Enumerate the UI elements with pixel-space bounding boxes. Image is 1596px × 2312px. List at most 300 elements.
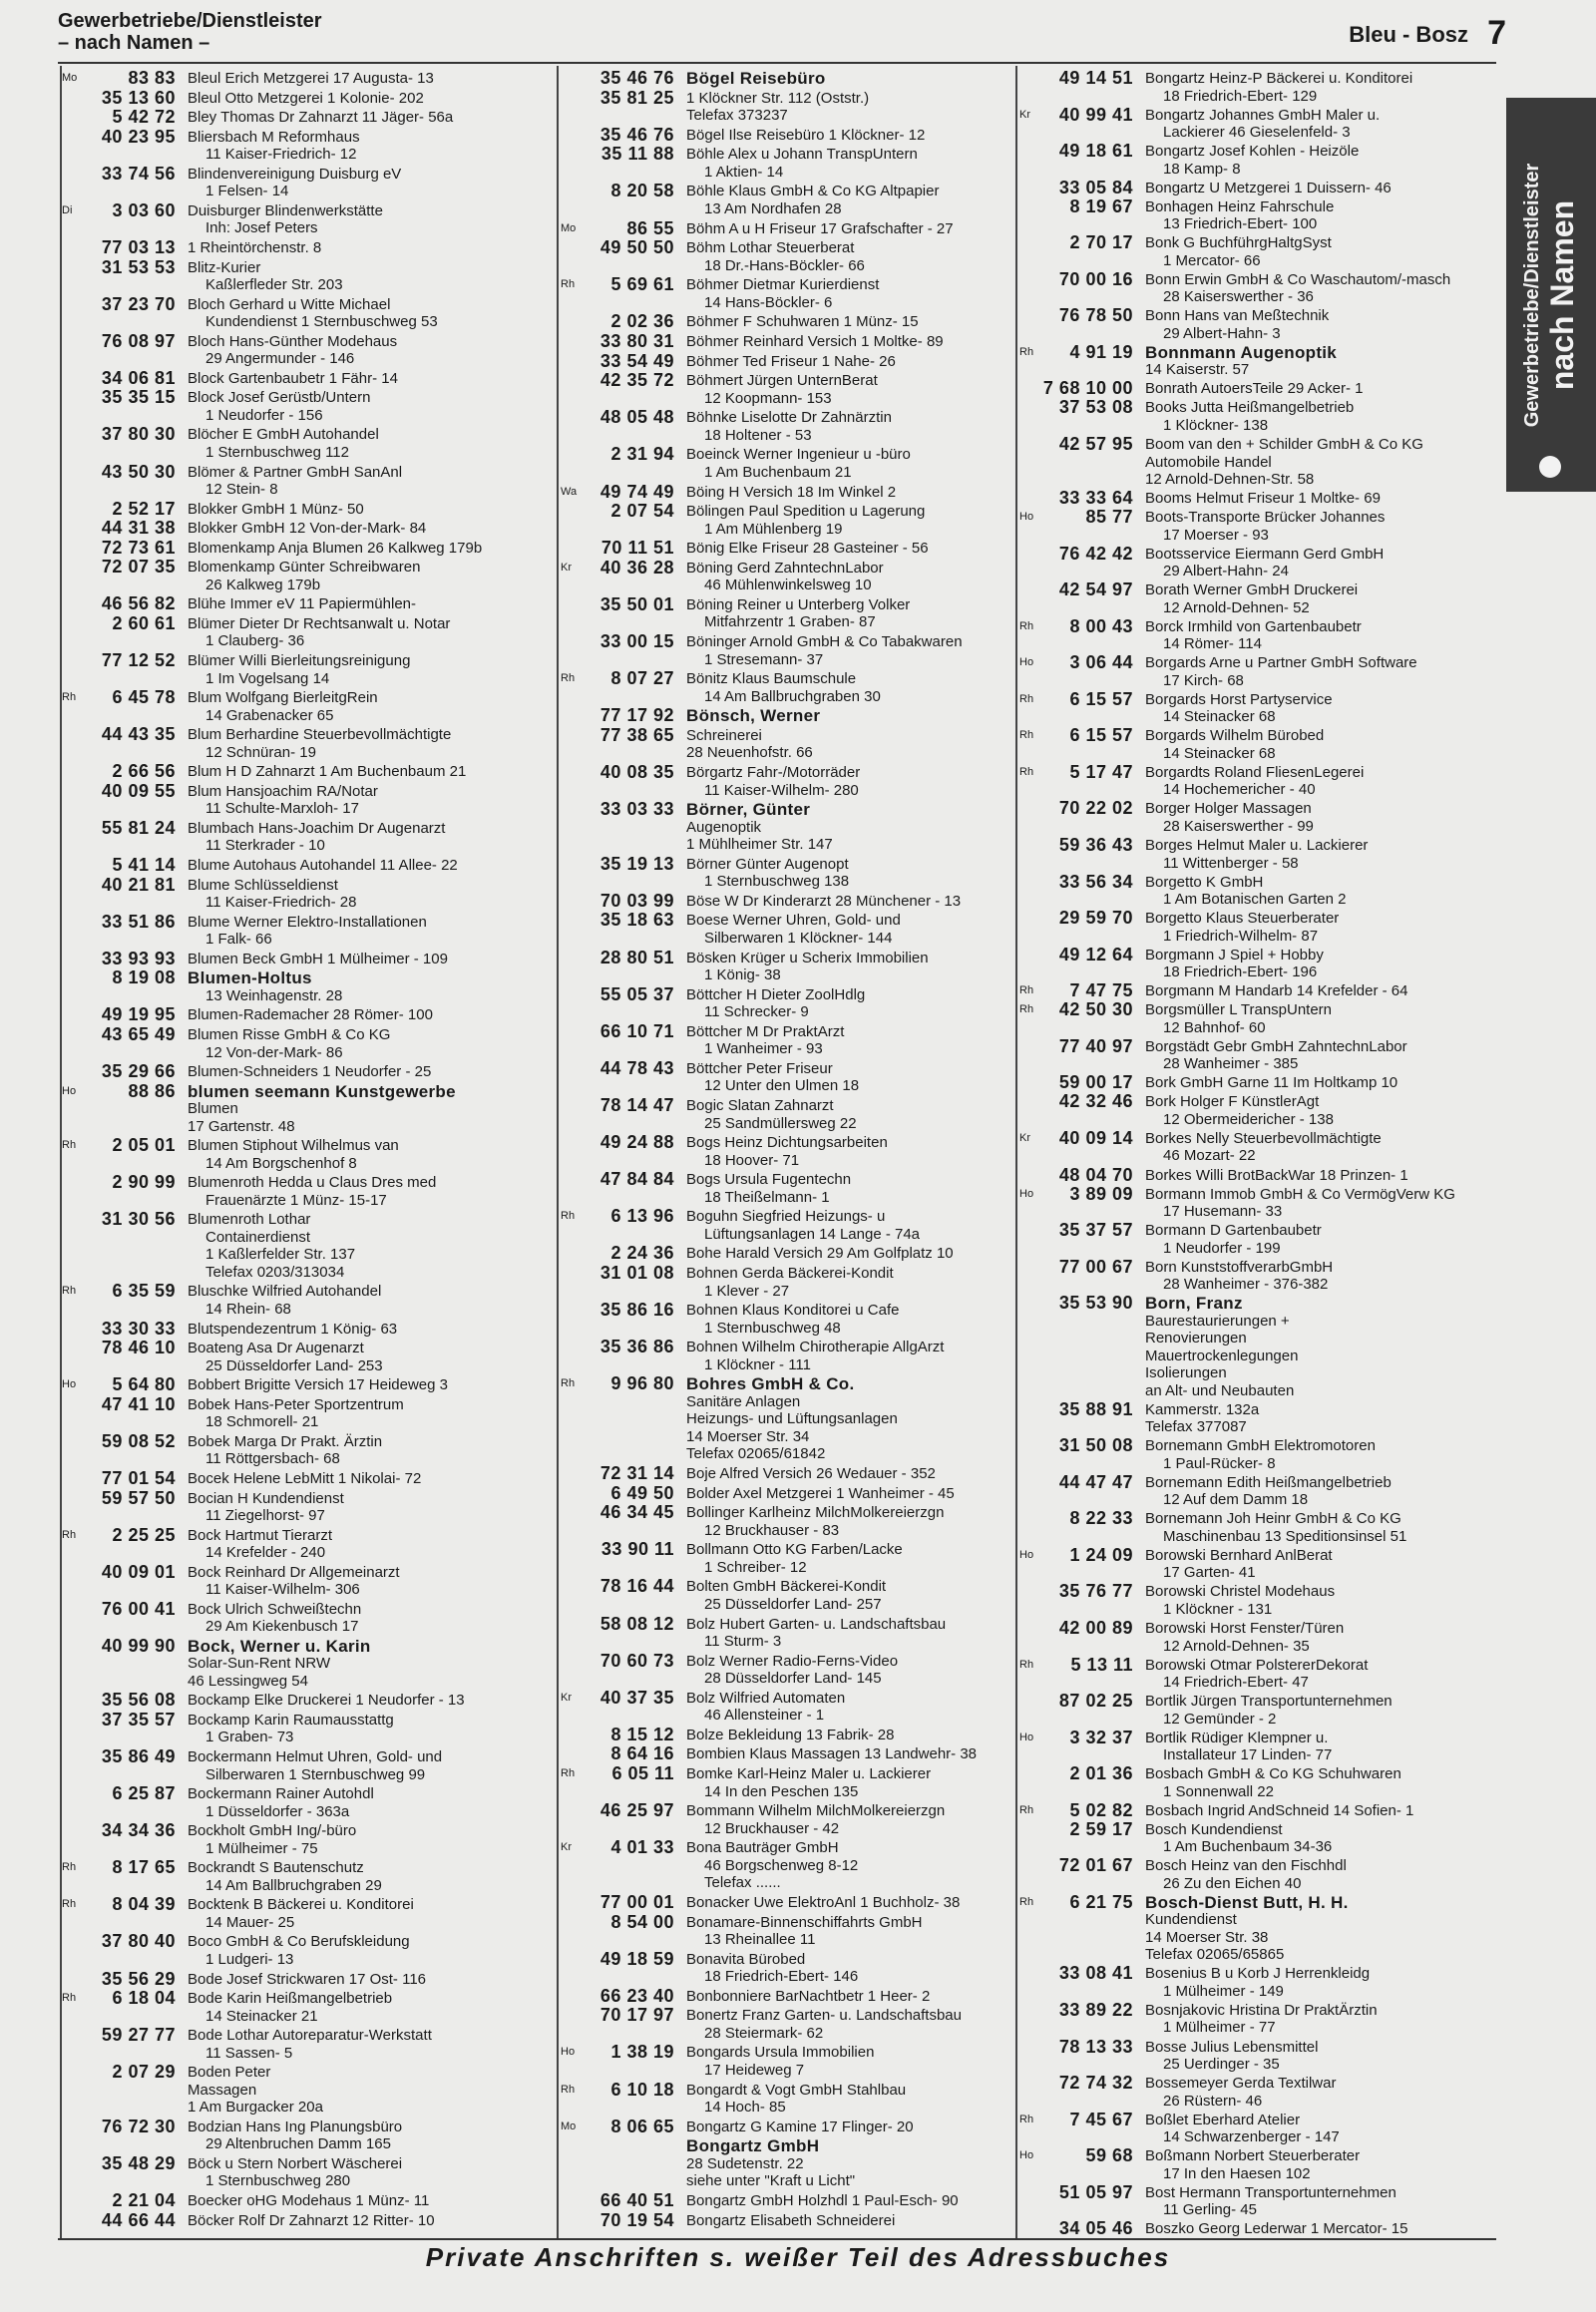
listing-column-3 xyxy=(1017,70,1506,2244)
phone-number: 44 78 43 xyxy=(599,1057,674,1078)
listing-entry xyxy=(559,2189,1017,2210)
business-name: Bohnen Wilhelm Chirotherapie AllgArzt xyxy=(686,1339,945,1356)
phone-number: 2 25 25 xyxy=(112,1524,176,1545)
business-name: Borkes Nelly Steuerbevollmächtigte xyxy=(1145,1129,1382,1147)
address-line: 18 Dr.-Hans-Böckler- 66 xyxy=(704,256,865,274)
business-name: Bolz Hubert Garten- u. Landschaftsbau xyxy=(686,1615,947,1633)
phone-number: 35 37 57 xyxy=(1058,1220,1133,1241)
phone-number: 4 91 19 xyxy=(1069,341,1133,362)
phone-number: 6 15 57 xyxy=(1069,688,1133,709)
business-name: Boden Peter xyxy=(188,2064,271,2082)
business-name: Bolze Bekleidung 13 Fabrik- 28 xyxy=(686,1726,895,1743)
listing-entry xyxy=(60,498,564,519)
phone-number: 51 05 97 xyxy=(1058,2181,1133,2202)
address-line: 1 Paul-Rücker- 8 xyxy=(1163,1454,1276,1472)
footer-note: Private Anschriften s. weißer Teil des Adressbuches xyxy=(425,2242,1171,2272)
business-name: Blum Berhardine Steuerbevollmächtigte xyxy=(188,726,452,744)
business-name: Borgards Arne u Partner GmbH Software xyxy=(1145,654,1417,672)
listing-entry xyxy=(1017,509,1506,544)
listing-entry xyxy=(559,1504,1017,1539)
district-code: Rh xyxy=(62,1528,77,1541)
address-line: 46 Mozart- 22 xyxy=(1163,1147,1256,1165)
address-line: 11 Sterkrader - 10 xyxy=(205,837,325,855)
business-name: Böninger Arnold GmbH & Co Tabakwaren xyxy=(686,633,963,651)
business-name: Bongartz G Kamine 17 Flinger- 20 xyxy=(686,2118,914,2135)
business-name: Bönsch, Werner xyxy=(686,706,821,726)
business-name: Böhmer F Schuhwaren 1 Münz- 15 xyxy=(686,313,919,331)
address-line: 18 Schmorell- 21 xyxy=(205,1413,319,1431)
listing-entry xyxy=(1017,195,1506,233)
business-name: Bombien Klaus Massagen 13 Landwehr- 38 xyxy=(686,1745,978,1763)
address-line: 26 Kalkweg 179b xyxy=(205,576,321,593)
address-line: 18 Theißelmann- 1 xyxy=(704,1188,830,1206)
address-line: 13 Am Nordhafen 28 xyxy=(704,199,842,217)
address-line: 26 Zu den Eichen 40 xyxy=(1163,1874,1302,1892)
business-name: Bock Ulrich Schweißtechn xyxy=(188,1600,362,1618)
phone-number: 40 21 81 xyxy=(101,874,176,895)
listing-entry xyxy=(559,1948,1017,1986)
address-line: Heizungs- und Lüftungsanlagen xyxy=(686,1410,898,1428)
phone-number: 44 47 47 xyxy=(1058,1471,1133,1492)
business-name: Bomke Karl-Heinz Maler u. Lackierer xyxy=(686,1765,932,1783)
business-name: Böck u Stern Norbert Wäscherei xyxy=(188,2154,403,2172)
business-name: Bonnmann Augenoptik xyxy=(1145,342,1338,362)
address-line: 14 Krefelder - 240 xyxy=(205,1544,326,1562)
listing-entry xyxy=(60,726,564,761)
business-name: Borgstädt Gebr GmbH ZahntechnLabor xyxy=(1145,1037,1407,1055)
phone-number: 70 00 16 xyxy=(1058,268,1133,289)
district-code: Ho xyxy=(1019,2149,1034,2162)
phone-number: 33 08 41 xyxy=(1058,1963,1133,1984)
phone-number: 35 86 16 xyxy=(599,1300,674,1321)
listing-entry xyxy=(60,911,564,949)
listing-entry xyxy=(60,652,564,687)
listing-entry xyxy=(1017,1765,1506,1800)
listing-entry xyxy=(60,689,564,724)
phone-number: 2 07 29 xyxy=(112,2062,176,2083)
phone-number: 59 36 43 xyxy=(1058,835,1133,856)
phone-number: 72 07 35 xyxy=(101,557,176,578)
phone-number: 28 80 51 xyxy=(599,947,674,967)
address-line: 1 Düsseldorfer - 363a xyxy=(205,1802,350,1820)
address-line: Renovierungen xyxy=(1145,1330,1247,1348)
phone-number: 2 60 61 xyxy=(112,612,176,633)
address-line: 1 Am Mühlenberg 19 xyxy=(704,520,843,538)
phone-number: 76 42 42 xyxy=(1058,543,1133,564)
listing-entry xyxy=(60,1785,564,1820)
business-name: Borath Werner GmbH Druckerei xyxy=(1145,581,1359,599)
listing-entry xyxy=(60,1211,564,1281)
address-line: 12 Schnüran- 19 xyxy=(205,743,316,761)
address-line: Containerdienst xyxy=(205,1228,311,1246)
business-name: Bonk G BuchführgHaltgSyst xyxy=(1145,234,1332,252)
business-name: Blokker GmbH 12 Von-der-Mark- 84 xyxy=(188,520,427,538)
business-name: Borowski Otmar PolstererDekorat xyxy=(1145,1656,1369,1674)
address-line: 11 Gerling- 45 xyxy=(1163,2201,1257,2219)
phone-number: 7 45 67 xyxy=(1069,2109,1133,2129)
listing-entry xyxy=(559,217,1017,238)
business-name: Börner, Günter xyxy=(686,800,811,820)
phone-number: 35 56 08 xyxy=(101,1690,176,1711)
phone-number: 35 36 86 xyxy=(599,1337,674,1357)
phone-number: 7 68 10 00 xyxy=(1042,378,1133,399)
phone-number: 72 31 14 xyxy=(599,1462,674,1483)
business-name: Böhmer Reinhard Versich 1 Moltke- 89 xyxy=(686,332,944,350)
address-line: 18 Friedrich-Ebert- 196 xyxy=(1163,963,1318,981)
listing-entry xyxy=(1017,837,1506,872)
phone-number: 8 17 65 xyxy=(112,1857,176,1878)
listing-entry xyxy=(60,1376,564,1394)
phone-number: 5 41 14 xyxy=(112,855,176,876)
phone-number: 34 05 46 xyxy=(1058,2218,1133,2239)
phone-number: 83 83 xyxy=(128,70,176,88)
business-name: Boateng Asa Dr Augenarzt xyxy=(188,1340,364,1357)
business-name: Bongartz Josef Kohlen - Heizöle xyxy=(1145,143,1360,161)
address-line: 1 König- 38 xyxy=(704,966,781,984)
listing-entry xyxy=(1017,581,1506,616)
phone-number: 2 07 54 xyxy=(610,501,674,522)
listing-entry xyxy=(559,1745,1017,1763)
address-line: Mauertrockenlegungen xyxy=(1145,1347,1299,1364)
listing-entry xyxy=(1017,1544,1506,1582)
listing-entry xyxy=(559,1057,1017,1095)
listing-entry xyxy=(60,520,564,538)
phone-number: 49 12 64 xyxy=(1058,944,1133,964)
phone-number: 43 50 30 xyxy=(101,461,176,482)
section-tab xyxy=(1506,98,1596,492)
phone-number: 70 22 02 xyxy=(1058,798,1133,819)
address-line: 46 Allensteiner - 1 xyxy=(704,1707,825,1725)
address-line: 26 Rüstern- 46 xyxy=(1163,2092,1263,2110)
phone-number: 33 93 93 xyxy=(101,948,176,968)
section-title-line2: – nach Namen – xyxy=(58,32,210,54)
listing-entry xyxy=(60,330,564,368)
address-line: 1 Mühlheimer Str. 147 xyxy=(686,836,833,854)
address-line: 1 Kaßlerfelder Str. 137 xyxy=(205,1246,356,1264)
listing-entry xyxy=(559,239,1017,274)
phone-number: 55 81 24 xyxy=(101,817,176,838)
listing-entry xyxy=(559,801,1017,854)
address-line: 28 Wanheimer - 376-382 xyxy=(1163,1276,1329,1294)
listing-entry xyxy=(559,2079,1017,2117)
address-line: 25 Sandmüllersweg 22 xyxy=(704,1114,857,1132)
address-line: 1 Klöckner - 131 xyxy=(1163,1600,1273,1618)
listing-entry xyxy=(60,1990,564,2025)
business-name: Böttcher Peter Friseur xyxy=(686,1059,833,1077)
business-name: Böse W Dr Kinderarzt 28 Münchener - 13 xyxy=(686,892,962,910)
business-name: Bögel Ilse Reisebüro 1 Klöckner- 12 xyxy=(686,126,926,144)
phone-number: 35 18 63 xyxy=(599,910,674,931)
listing-entry xyxy=(60,1709,564,1746)
listing-entry xyxy=(559,1724,1017,1744)
business-name: Blume Werner Elektro-Installationen xyxy=(188,913,427,931)
district-code: Rh xyxy=(62,1898,77,1911)
phone-number: 49 18 59 xyxy=(599,1948,674,1969)
district-code: Ho xyxy=(62,1084,77,1097)
address-line: 1 Am Botanischen Garten 2 xyxy=(1163,891,1347,909)
business-name: Bockamp Elke Druckerei 1 Neudorfer - 13 xyxy=(188,1692,465,1710)
listing-entry xyxy=(1017,341,1506,379)
business-name: Boom van den + Schilder GmbH & Co KG xyxy=(1145,436,1423,454)
phone-number: 77 17 92 xyxy=(599,705,674,726)
business-name: Blumenroth Hedda u Claus Dres med xyxy=(188,1174,437,1192)
listing-entry xyxy=(559,912,1017,947)
listing-entry xyxy=(60,1487,564,1525)
address-line: 13 Friedrich-Ebert- 100 xyxy=(1163,215,1318,233)
listing-entry xyxy=(1017,104,1506,142)
business-name: Bohnen Gerda Bäckerei-Kondit xyxy=(686,1265,894,1283)
phone-number: 76 08 97 xyxy=(101,330,176,351)
address-line: an Alt- und Neubauten xyxy=(1145,1381,1295,1399)
listing-entry xyxy=(1017,1654,1506,1692)
listing-entry xyxy=(559,670,1017,705)
business-name: Bonertz Franz Garten- u. Landschaftsbau xyxy=(686,2007,962,2025)
listing-entry xyxy=(1017,2109,1506,2146)
phone-number: 78 14 47 xyxy=(599,1095,674,1115)
district-code: Rh xyxy=(1019,1895,1034,1908)
address-line: 11 Schulte-Marxloh- 17 xyxy=(205,800,359,818)
listing-entry xyxy=(60,256,564,294)
district-code: Ho xyxy=(1019,1187,1034,1200)
address-line: Automobile Handel xyxy=(1145,453,1272,471)
address-line: 11 Kaiser-Friedrich- 28 xyxy=(205,894,357,912)
address-line: Telefax 0203/313034 xyxy=(205,1263,345,1281)
listing-entry xyxy=(559,983,1017,1021)
phone-number: 76 72 30 xyxy=(101,2116,176,2136)
listing-entry xyxy=(60,126,564,164)
address-line: 1 Klever - 27 xyxy=(704,1282,790,1300)
business-name: Boje Alfred Versich 26 Wedauer - 352 xyxy=(686,1464,936,1482)
address-line: 14 Moerser Str. 38 xyxy=(1145,1928,1269,1946)
business-name: Böhm Lothar Steuerberat xyxy=(686,239,855,257)
listing-entry xyxy=(60,2192,564,2210)
listing-entry xyxy=(559,1839,1017,1892)
phone-number: 8 04 39 xyxy=(112,1894,176,1915)
address-line: 28 Neuenhofstr. 66 xyxy=(686,744,813,762)
listing-entry xyxy=(559,70,1017,88)
business-name: Bosch Kundendienst xyxy=(1145,1820,1283,1838)
phone-number: 34 06 81 xyxy=(101,367,176,388)
phone-number: 77 01 54 xyxy=(101,1467,176,1488)
business-name: Bock, Werner u. Karin xyxy=(188,1636,371,1656)
business-name: Böhle Klaus GmbH & Co KG Altpapier xyxy=(686,183,940,200)
listing-entry xyxy=(60,1318,564,1339)
business-name: Böhmert Jürgen UnternBerat xyxy=(686,372,878,390)
business-name: Bockrandt S Bautenschutz xyxy=(188,1859,364,1877)
phone-number: 46 25 97 xyxy=(599,1800,674,1821)
phone-number: 42 00 89 xyxy=(1058,1618,1133,1639)
business-name: Bonn Hans van Meßtechnik xyxy=(1145,307,1330,325)
listing-entry xyxy=(1017,910,1506,945)
listing-entry xyxy=(559,764,1017,799)
district-code: Kr xyxy=(561,1691,572,1704)
phone-number: 77 40 97 xyxy=(1058,1035,1133,1056)
phone-number: 6 13 96 xyxy=(610,1206,674,1227)
address-line: 14 Am Borgschenhof 8 xyxy=(205,1154,357,1172)
business-name: Bosch-Dienst Butt, H. H. xyxy=(1145,1892,1349,1912)
address-line: 1 Clauberg- 36 xyxy=(205,632,305,650)
business-name: Böttcher M Dr PraktArzt xyxy=(686,1022,845,1040)
phone-number: 59 68 xyxy=(1085,2145,1133,2166)
business-name: Bolz Wilfried Automaten xyxy=(686,1689,846,1707)
listing-entry xyxy=(60,1283,564,1318)
address-line: Kundendienst xyxy=(1145,1911,1237,1929)
business-name: Bohres GmbH & Co. xyxy=(686,1374,855,1394)
address-line: 14 Am Ballbruchgraben 29 xyxy=(205,1876,382,1894)
business-name: Bode Josef Strickwaren 17 Ost- 116 xyxy=(188,1970,427,1988)
phone-number: 8 54 00 xyxy=(610,1911,674,1932)
business-name: Boßmann Norbert Steuerberater xyxy=(1145,2147,1361,2165)
listing-entry xyxy=(1017,1001,1506,1036)
business-name: Blum Hansjoachim RA/Notar xyxy=(188,782,378,800)
listing-entry xyxy=(559,146,1017,181)
business-name: Bley Thomas Dr Zahnarzt 11 Jäger- 56a xyxy=(188,109,454,127)
phone-number: 35 53 90 xyxy=(1058,1293,1133,1314)
listing-entry xyxy=(60,109,564,127)
listing-entry xyxy=(60,1635,564,1691)
phone-number: 58 08 12 xyxy=(599,1613,674,1634)
listing-entry xyxy=(60,763,564,781)
phone-number: 33 80 31 xyxy=(599,330,674,351)
phone-number: 35 81 25 xyxy=(599,87,674,108)
address-line: 28 Steiermark- 62 xyxy=(704,2024,824,2042)
address-line: 18 Holtener - 53 xyxy=(704,426,812,444)
address-line: 29 Albert-Hahn- 3 xyxy=(1163,324,1281,342)
business-name: Bona Bauträger GmbH xyxy=(686,1839,839,1857)
phone-number: 70 03 99 xyxy=(599,890,674,911)
phone-number: 47 84 84 xyxy=(599,1169,674,1190)
listing-entry xyxy=(60,426,564,461)
phone-number: 42 57 95 xyxy=(1058,434,1133,455)
phone-number: 2 31 94 xyxy=(610,444,674,465)
address-line: 14 Steinacker 68 xyxy=(1163,744,1276,762)
listing-entry xyxy=(1017,1891,1506,1964)
listing-entry xyxy=(559,2116,1017,2136)
address-line: 1 Sternbuschweg 48 xyxy=(704,1319,841,1337)
listing-entry xyxy=(559,481,1017,502)
phone-number: 78 16 44 xyxy=(599,1576,674,1597)
phone-number: 3 89 09 xyxy=(1069,1183,1133,1204)
address-line: 1 Im Vogelsang 14 xyxy=(205,669,330,687)
phone-number: 35 29 66 xyxy=(101,1061,176,1082)
address-line: Frauenärzte 1 Münz- 15-17 xyxy=(205,1191,387,1209)
address-line: siehe unter "Kraft u Licht" xyxy=(686,2172,856,2190)
business-name: 1 Rheintörchenstr. 8 xyxy=(188,238,322,256)
listing-entry xyxy=(1017,1965,1506,2000)
business-name: Bohe Harald Versich 29 Am Golfplatz 10 xyxy=(686,1245,954,1263)
listing-entry xyxy=(60,1822,564,1857)
phone-number: 48 04 70 xyxy=(1058,1164,1133,1185)
phone-number: 77 00 01 xyxy=(599,1891,674,1912)
listing-entry xyxy=(1017,1818,1506,1856)
address-line: 29 Altenbruchen Damm 165 xyxy=(205,2135,391,2153)
listing-entry xyxy=(1017,727,1506,762)
district-code: Mo xyxy=(561,221,577,234)
section-title xyxy=(58,10,322,54)
business-name: Born KunststoffverarbGmbH xyxy=(1145,1258,1334,1276)
listing-entry xyxy=(559,1245,1017,1263)
business-name: Bollinger Karlheinz MilchMolkereierzgn xyxy=(686,1504,945,1522)
address-line: 1 Sonnenwall 22 xyxy=(1163,1782,1274,1800)
phone-number: 33 51 86 xyxy=(101,911,176,932)
address-line: Sanitäre Anlagen xyxy=(686,1392,801,1410)
phone-number: 49 50 50 xyxy=(599,237,674,258)
listing-entry xyxy=(60,1137,564,1172)
phone-number: 59 08 52 xyxy=(101,1430,176,1451)
address-line: Kundendienst 1 Sternbuschweg 53 xyxy=(205,313,438,331)
listing-entry xyxy=(559,503,1017,538)
phone-number: 37 35 57 xyxy=(101,1709,176,1730)
address-line: 12 Auf dem Damm 18 xyxy=(1163,1491,1309,1509)
phone-number: 88 86 xyxy=(128,1080,176,1101)
phone-number: 76 00 41 xyxy=(101,1598,176,1619)
business-name: Blumen-Rademacher 28 Römer- 100 xyxy=(188,1006,433,1024)
phone-number: 35 46 76 xyxy=(599,70,674,88)
listing-entry xyxy=(559,2044,1017,2079)
phone-number: 3 06 44 xyxy=(1069,652,1133,673)
address-line: 14 In den Peschen 135 xyxy=(704,1782,859,1800)
business-name: Borgmann M Handarb 14 Krefelder - 64 xyxy=(1145,982,1408,1000)
listing-entry xyxy=(559,1482,1017,1503)
phone-number: 46 56 82 xyxy=(101,593,176,614)
listing-entry xyxy=(60,559,564,593)
listing-entry xyxy=(60,1561,564,1599)
listing-entry xyxy=(559,330,1017,351)
business-name: Bloch Hans-Günther Modehaus xyxy=(188,332,398,350)
listing-entry xyxy=(60,461,564,499)
address-line: 12 Arnold-Dehnen- 52 xyxy=(1163,598,1310,616)
business-name: Borgards Wilhelm Bürobed xyxy=(1145,727,1325,745)
business-name: Bleul Erich Metzgerei 17 Augusta- 13 xyxy=(188,70,434,87)
listing-entry xyxy=(559,1462,1017,1483)
phone-number: 48 05 48 xyxy=(599,407,674,428)
phone-number: 33 05 84 xyxy=(1058,177,1133,197)
phone-number: 72 01 67 xyxy=(1058,1855,1133,1876)
business-name: Böning Gerd ZahntechnLabor xyxy=(686,559,884,577)
district-code: Rh xyxy=(1019,1003,1034,1016)
phone-number: 35 56 29 xyxy=(101,1968,176,1989)
phone-number: 33 33 64 xyxy=(1058,488,1133,509)
address-line: 1 Schreiber- 12 xyxy=(704,1558,807,1576)
address-line: 1 Neudorfer - 199 xyxy=(1163,1239,1281,1257)
address-line: 12 Unter den Ulmen 18 xyxy=(704,1077,860,1095)
business-name: Bonhagen Heinz Fahrschule xyxy=(1145,197,1335,215)
listing-entry xyxy=(559,1765,1017,1800)
address-line: Solar-Sun-Rent NRW xyxy=(188,1655,331,1673)
address-line: 17 Moerser - 93 xyxy=(1163,526,1269,544)
phone-number: 3 03 60 xyxy=(112,199,176,220)
district-code: Rh xyxy=(62,1139,77,1152)
phone-number: 49 24 88 xyxy=(599,1132,674,1153)
phone-number: 5 02 82 xyxy=(1069,1799,1133,1820)
phone-number: 33 56 34 xyxy=(1058,871,1133,892)
listing-entry xyxy=(559,1650,1017,1688)
phone-number: 2 70 17 xyxy=(1069,232,1133,253)
business-name: Bocktenk B Bäckerei u. Konditorei xyxy=(188,1896,414,1914)
address-line: 12 Gemünder - 2 xyxy=(1163,1710,1277,1728)
listing-entry xyxy=(559,183,1017,217)
address-line: 1 Stresemann- 37 xyxy=(704,650,824,668)
business-name: Borgmann J Spiel + Hobby xyxy=(1145,946,1324,963)
business-name: Bolten GmbH Bäckerei-Kondit xyxy=(686,1578,887,1596)
business-name: Bluschke Wilfried Autohandel xyxy=(188,1283,382,1301)
listing-entry xyxy=(559,1911,1017,1949)
listing-entry xyxy=(559,947,1017,984)
phone-number: 5 64 80 xyxy=(112,1374,176,1395)
listing-entry xyxy=(1017,1857,1506,1892)
listing-entry xyxy=(1017,177,1506,197)
phone-number: 2 59 17 xyxy=(1069,1818,1133,1839)
